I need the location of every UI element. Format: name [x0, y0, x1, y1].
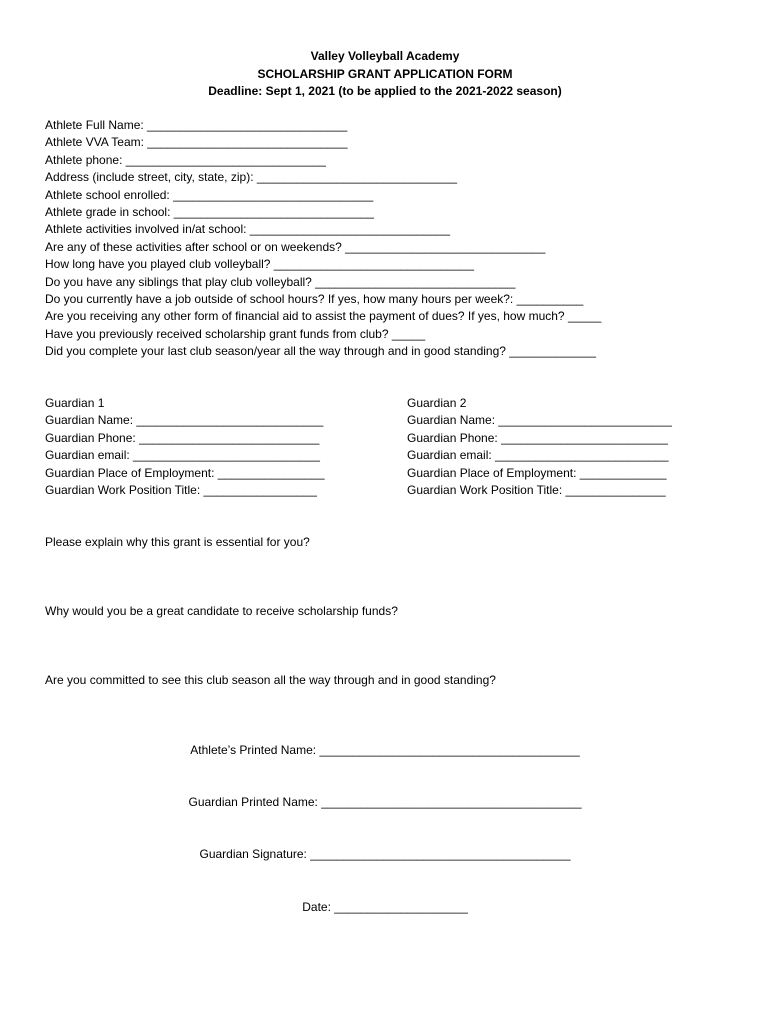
club-experience-field[interactable]: How long have you played club volleyball? ______________________________: [45, 257, 475, 272]
job-hours-field[interactable]: Do you currently have a job outside of school hours? If yes, how many hours per week?: __________: [45, 292, 584, 307]
deadline-line: Deadline: Sept 1, 2021 (to be applied to the 2021-2022 season): [208, 84, 562, 98]
athlete-questions: [45, 117, 601, 361]
date-field[interactable]: Date: ____________________: [302, 900, 468, 914]
school-enrolled-field[interactable]: Athlete school enrolled: ______________________________: [45, 187, 374, 202]
previous-grant-field[interactable]: Have you previously received scholarship grant funds from club? _____: [45, 326, 426, 341]
why-essential-prompt: Please explain why this grant is essential for you?: [45, 535, 310, 549]
guardian-1-name-field[interactable]: Guardian Name: ____________________________: [45, 413, 324, 428]
committed-prompt: Are you committed to see this club season all the way through and in good standing?: [45, 673, 496, 687]
guardian-2-position-field[interactable]: Guardian Work Position Title: _______________: [407, 483, 666, 498]
why-candidate-prompt: Why would you be a great candidate to receive scholarship funds?: [45, 604, 398, 618]
guardian-1-phone-field[interactable]: Guardian Phone: ___________________________: [45, 430, 320, 445]
guardian-2-section: [407, 395, 672, 499]
guardian-1-employment-field[interactable]: Guardian Place of Employment: ________________: [45, 465, 325, 480]
organization-name: Valley Volleyball Academy: [310, 49, 460, 63]
address-field[interactable]: Address (include street, city, state, zip): ______________________________: [45, 170, 458, 185]
guardian-2-name-field[interactable]: Guardian Name: __________________________: [407, 413, 672, 428]
form-title: SCHOLARSHIP GRANT APPLICATION FORM: [257, 66, 513, 81]
guardian-1-position-field[interactable]: Guardian Work Position Title: _________________: [45, 483, 317, 498]
financial-aid-field[interactable]: Are you receiving any other form of financial aid to assist the payment of dues? If yes, how much? _____: [45, 309, 602, 324]
school-activities-field[interactable]: Athlete activities involved in/at school: ______________________________: [45, 222, 450, 237]
activities-schedule-field[interactable]: Are any of these activities after school or on weekends? ______________________________: [45, 239, 546, 254]
athlete-full-name-field[interactable]: Athlete Full Name: ______________________________: [45, 118, 348, 132]
guardian-2-employment-field[interactable]: Guardian Place of Employment: _____________: [407, 465, 667, 480]
athlete-phone-field[interactable]: Athlete phone: ______________________________: [45, 152, 326, 167]
guardian-printed-name-field[interactable]: Guardian Printed Name: _______________________________________: [188, 795, 582, 809]
siblings-field[interactable]: Do you have any siblings that play club volleyball? ______________________________: [45, 274, 516, 289]
guardian-2-phone-field[interactable]: Guardian Phone: _________________________: [407, 430, 668, 445]
athlete-printed-name-field[interactable]: Athlete’s Printed Name: _______________________________________: [190, 743, 580, 757]
guardian-1-email-field[interactable]: Guardian email: ____________________________: [45, 448, 320, 463]
guardian-2-heading: Guardian 2: [407, 396, 467, 410]
athlete-team-field[interactable]: Athlete VVA Team: ______________________________: [45, 135, 348, 150]
form-header: [0, 48, 770, 101]
good-standing-field[interactable]: Did you complete your last club season/year all the way through and in good standing? _____________: [45, 344, 597, 359]
guardian-1-heading: Guardian 1: [45, 396, 105, 410]
guardian-2-email-field[interactable]: Guardian email: __________________________: [407, 448, 669, 463]
grade-field[interactable]: Athlete grade in school: ______________________________: [45, 205, 374, 220]
guardian-signature-field[interactable]: Guardian Signature: _______________________________________: [199, 847, 571, 861]
guardian-1-section: [45, 395, 325, 499]
